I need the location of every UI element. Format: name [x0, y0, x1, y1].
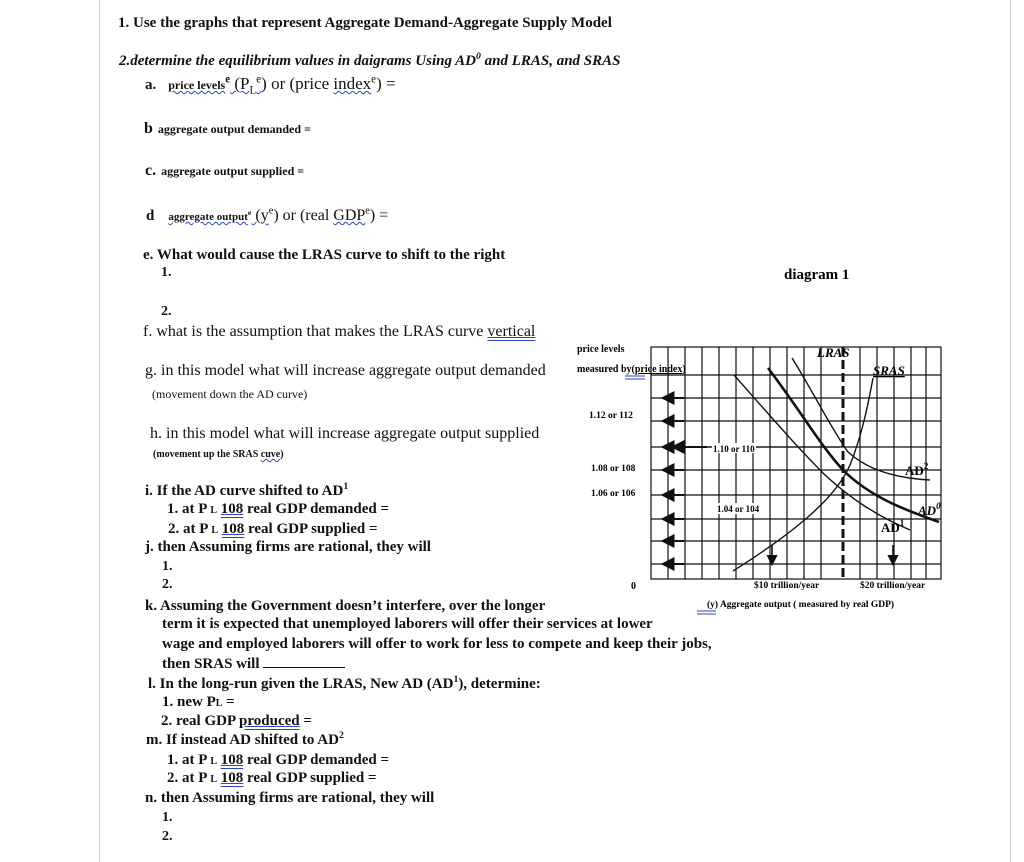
x-tick-20: $20 trillion/year: [860, 581, 926, 591]
ad1-label: $AD^1$: [881, 518, 905, 535]
grid: [651, 347, 941, 579]
question-g: g. in this model what will increase aggregate output demanded: [145, 362, 546, 379]
question-k-line3: wage and employed laborers will offer to work for less to compete and keep their jobs,: [162, 636, 712, 652]
question-a: a. price levels$^e$ $(P_L^e)$ or (price index$^e$) =: [145, 73, 396, 97]
question-e-1: 1.: [161, 265, 172, 280]
question-i: i. If the AD curve shifted to $AD^1$: [145, 481, 349, 499]
output-arrows: [772, 545, 893, 565]
lras-label: LRAS: [817, 345, 850, 360]
inner-label-110: 1.10 or 110: [713, 444, 755, 454]
ad2-label: $AD^2$: [905, 461, 929, 478]
question-m: m. If instead AD shifted to $AD^2$: [146, 730, 344, 748]
x-tick-10: $10 trillion/year: [754, 581, 820, 591]
question-h: h. in this model what will increase aggregate output supplied: [150, 425, 540, 442]
diagram-title: diagram 1: [784, 267, 850, 283]
question-n: n. then Assuming firms are rational, they will: [145, 790, 435, 806]
question-c: c. aggregate output supplied =: [145, 162, 305, 179]
question-k-line2: term it is expected that unemployed laborers will offer their services at lower: [162, 616, 653, 632]
y-axis-label-2: measured by(price index): [577, 364, 686, 375]
question-m-1: 1. at P L 108 real GDP demanded =: [167, 752, 390, 768]
question-i-2: 2. at P L 108 real GDP supplied =: [168, 521, 378, 537]
inner-label-104: 1.04 or 104: [717, 504, 760, 514]
sras-label: SRAS: [873, 363, 905, 378]
y-tick-108: 1.08 or 108: [591, 464, 636, 474]
question-k-line1: k. Assuming the Government doesn’t interfere, over the longer: [145, 598, 546, 614]
question-n-1: 1.: [162, 810, 173, 825]
ad0-label: $AD^0$: [918, 501, 941, 518]
question-d: d aggregate output$^e$ $(y^e)$ or (real $GDP^e$) =: [146, 205, 389, 224]
question-i-1: 1. at P L 108 real GDP demanded =: [167, 501, 390, 517]
y-tick-106: 1.06 or 106: [591, 489, 636, 499]
question-b: b aggregate output demanded =: [144, 120, 311, 137]
y-tick-112: 1.12 or 112: [589, 411, 633, 421]
question-f: f. what is the assumption that makes the LRAS curve vertical: [143, 323, 536, 340]
question-l-1: 1. new PL =: [162, 694, 235, 710]
question-e-2: 2.: [161, 304, 172, 319]
question-2: 2.determine the equilibrium values in daigrams Using $AD^0$ and LRAS, and SRAS: [119, 51, 621, 69]
question-l-2: 2. real GDP produced =: [161, 713, 312, 729]
question-n-2: 2.: [162, 829, 173, 844]
x-axis-label: (y) Aggregate output ( measured by real GDP): [707, 600, 895, 610]
question-g-note: (movement down the AD curve): [152, 387, 308, 401]
question-l: l. In the long-run given the LRAS, New AD $(AD^1)$, determine:: [148, 674, 541, 692]
question-e: e. What would cause the LRAS curve to shift to the right: [143, 247, 506, 263]
price-arrows: [662, 398, 840, 564]
question-h-note: (movement up the SRAS cuve): [153, 449, 284, 460]
sras-curve: [733, 378, 873, 571]
question-j-2: 2.: [162, 577, 173, 592]
question-m-2: 2. at P L 108 real GDP supplied =: [167, 770, 377, 786]
y-tick-0: 0: [631, 581, 636, 592]
question-j-1: 1.: [162, 559, 173, 574]
y-axis-label-1: price levels: [577, 344, 625, 355]
question-1: 1. Use the graphs that represent Aggregate Demand-Aggregate Supply Model: [118, 15, 612, 31]
question-k-line4: then SRAS will: [162, 655, 345, 672]
question-j: j. then Assuming firms are rational, they will: [145, 539, 431, 555]
